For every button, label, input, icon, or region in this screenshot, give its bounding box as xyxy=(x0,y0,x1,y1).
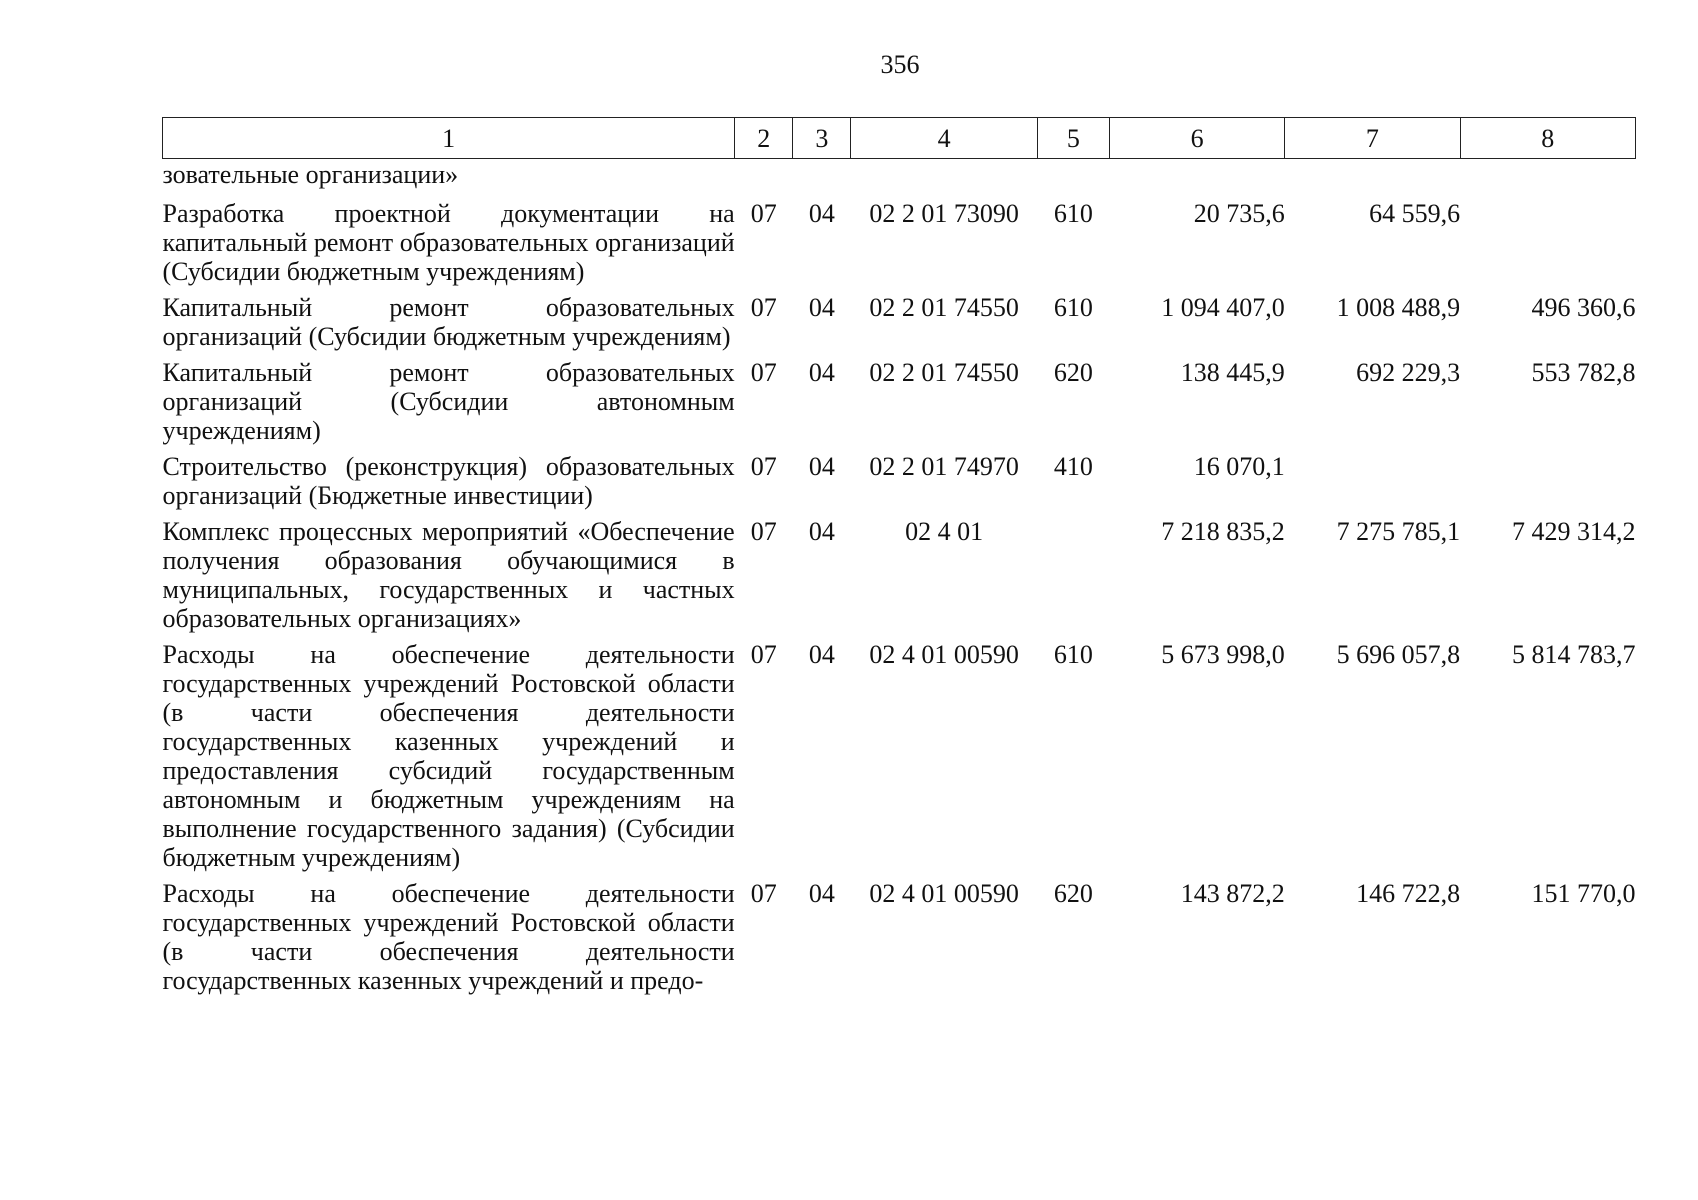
row-subsection: 04 xyxy=(808,358,835,387)
row-expense-type: 620 xyxy=(1053,879,1093,908)
row-name: Расходы на обеспечение деятельности государственных учреждений Ростовской области (в части обеспечения деятельности государственных казенных учреждений и предоставления субсидий государственным автономным и бюджетным учреждениям на выполнение государственного задания) (Субсидии бюджетным учреждениям) xyxy=(162,640,735,872)
row-amount-col6: 7 218 835,2 xyxy=(1161,517,1285,546)
row-amount-col6: 143 872,2 xyxy=(1180,879,1285,908)
row-amount-col6: 1 094 407,0 xyxy=(1161,293,1285,322)
row-target-code: 02 2 01 74550 xyxy=(869,293,1019,322)
continuation-text: зовательные организации» xyxy=(162,160,459,189)
header-col-5: 5 xyxy=(1037,118,1109,159)
row-amount-col8: 5 814 783,7 xyxy=(1512,640,1636,669)
table-row xyxy=(163,879,1636,1002)
table-row xyxy=(163,293,1636,358)
row-amount-col8 xyxy=(1460,199,1635,293)
row-section: 07 xyxy=(750,452,777,481)
row-name: Капитальный ремонт образовательных организаций (Субсидии автономным учреждениям) xyxy=(162,358,735,445)
row-expense-type: 610 xyxy=(1053,199,1093,228)
table-row xyxy=(163,199,1636,293)
row-amount-col7: 692 229,3 xyxy=(1356,358,1461,387)
row-amount-col8: 553 782,8 xyxy=(1531,358,1636,387)
row-expense-type: 610 xyxy=(1053,293,1093,322)
row-target-code: 02 4 01 xyxy=(905,517,984,546)
row-amount-col6: 16 070,1 xyxy=(1193,452,1285,481)
row-amount-col7: 146 722,8 xyxy=(1356,879,1461,908)
row-subsection: 04 xyxy=(808,452,835,481)
continuation-row xyxy=(163,159,1636,200)
row-expense-type: 610 xyxy=(1053,640,1093,669)
row-section: 07 xyxy=(750,199,777,228)
row-subsection: 04 xyxy=(808,640,835,669)
row-amount-col7: 7 275 785,1 xyxy=(1336,517,1461,546)
row-amount-col6: 20 735,6 xyxy=(1193,199,1285,228)
row-target-code: 02 2 01 74970 xyxy=(869,452,1019,481)
row-section: 07 xyxy=(750,358,777,387)
table-row xyxy=(163,358,1636,452)
row-expense-type: 410 xyxy=(1053,452,1093,481)
row-name: Комплекс процессных мероприятий «Обеспечение получения образования обучающимися в муниципальных, государственных и частных образовательных организациях» xyxy=(162,517,735,633)
row-name: Строительство (реконструкция) образовательных организаций (Бюджетные инвестиции) xyxy=(162,452,735,510)
row-subsection: 04 xyxy=(808,199,835,228)
page-number: 356 xyxy=(880,50,920,79)
row-amount-col8: 496 360,6 xyxy=(1531,293,1636,322)
row-section: 07 xyxy=(750,879,777,908)
row-target-code: 02 4 01 00590 xyxy=(869,879,1019,908)
row-expense-type xyxy=(1037,517,1109,640)
header-col-3: 3 xyxy=(793,118,851,159)
row-amount-col6: 5 673 998,0 xyxy=(1161,640,1285,669)
table-row xyxy=(163,517,1636,640)
row-amount-col7: 64 559,6 xyxy=(1369,199,1461,228)
header-col-7: 7 xyxy=(1285,118,1460,159)
row-expense-type: 620 xyxy=(1053,358,1093,387)
row-name: Расходы на обеспечение деятельности государственных учреждений Ростовской области (в части обеспечения деятельности государственных казенных учреждений и предо- xyxy=(162,879,735,995)
header-col-4: 4 xyxy=(851,118,1037,159)
row-amount-col6: 138 445,9 xyxy=(1180,358,1285,387)
table-header-row xyxy=(163,118,1636,159)
row-name: Капитальный ремонт образовательных организаций (Субсидии бюджетным учреждениям) xyxy=(162,293,735,351)
row-subsection: 04 xyxy=(808,517,835,546)
header-col-6: 6 xyxy=(1109,118,1284,159)
header-col-2: 2 xyxy=(735,118,793,159)
row-section: 07 xyxy=(750,293,777,322)
row-target-code: 02 2 01 74550 xyxy=(869,358,1019,387)
row-amount-col8: 7 429 314,2 xyxy=(1512,517,1636,546)
row-amount-col8 xyxy=(1460,452,1635,517)
budget-table xyxy=(162,117,1636,1002)
row-amount-col7: 1 008 488,9 xyxy=(1336,293,1461,322)
row-subsection: 04 xyxy=(808,293,835,322)
row-name: Разработка проектной документации на капитальный ремонт образовательных организаций (Субсидии бюджетным учреждениям) xyxy=(162,199,735,286)
row-amount-col7: 5 696 057,8 xyxy=(1336,640,1461,669)
table-row xyxy=(163,452,1636,517)
row-amount-col7 xyxy=(1285,452,1460,517)
row-target-code: 02 2 01 73090 xyxy=(869,199,1019,228)
header-col-1: 1 xyxy=(163,118,735,159)
table-row xyxy=(163,640,1636,879)
row-amount-col8: 151 770,0 xyxy=(1531,879,1636,908)
header-col-8: 8 xyxy=(1460,118,1635,159)
row-target-code: 02 4 01 00590 xyxy=(869,640,1019,669)
row-section: 07 xyxy=(750,517,777,546)
row-section: 07 xyxy=(750,640,777,669)
row-subsection: 04 xyxy=(808,879,835,908)
